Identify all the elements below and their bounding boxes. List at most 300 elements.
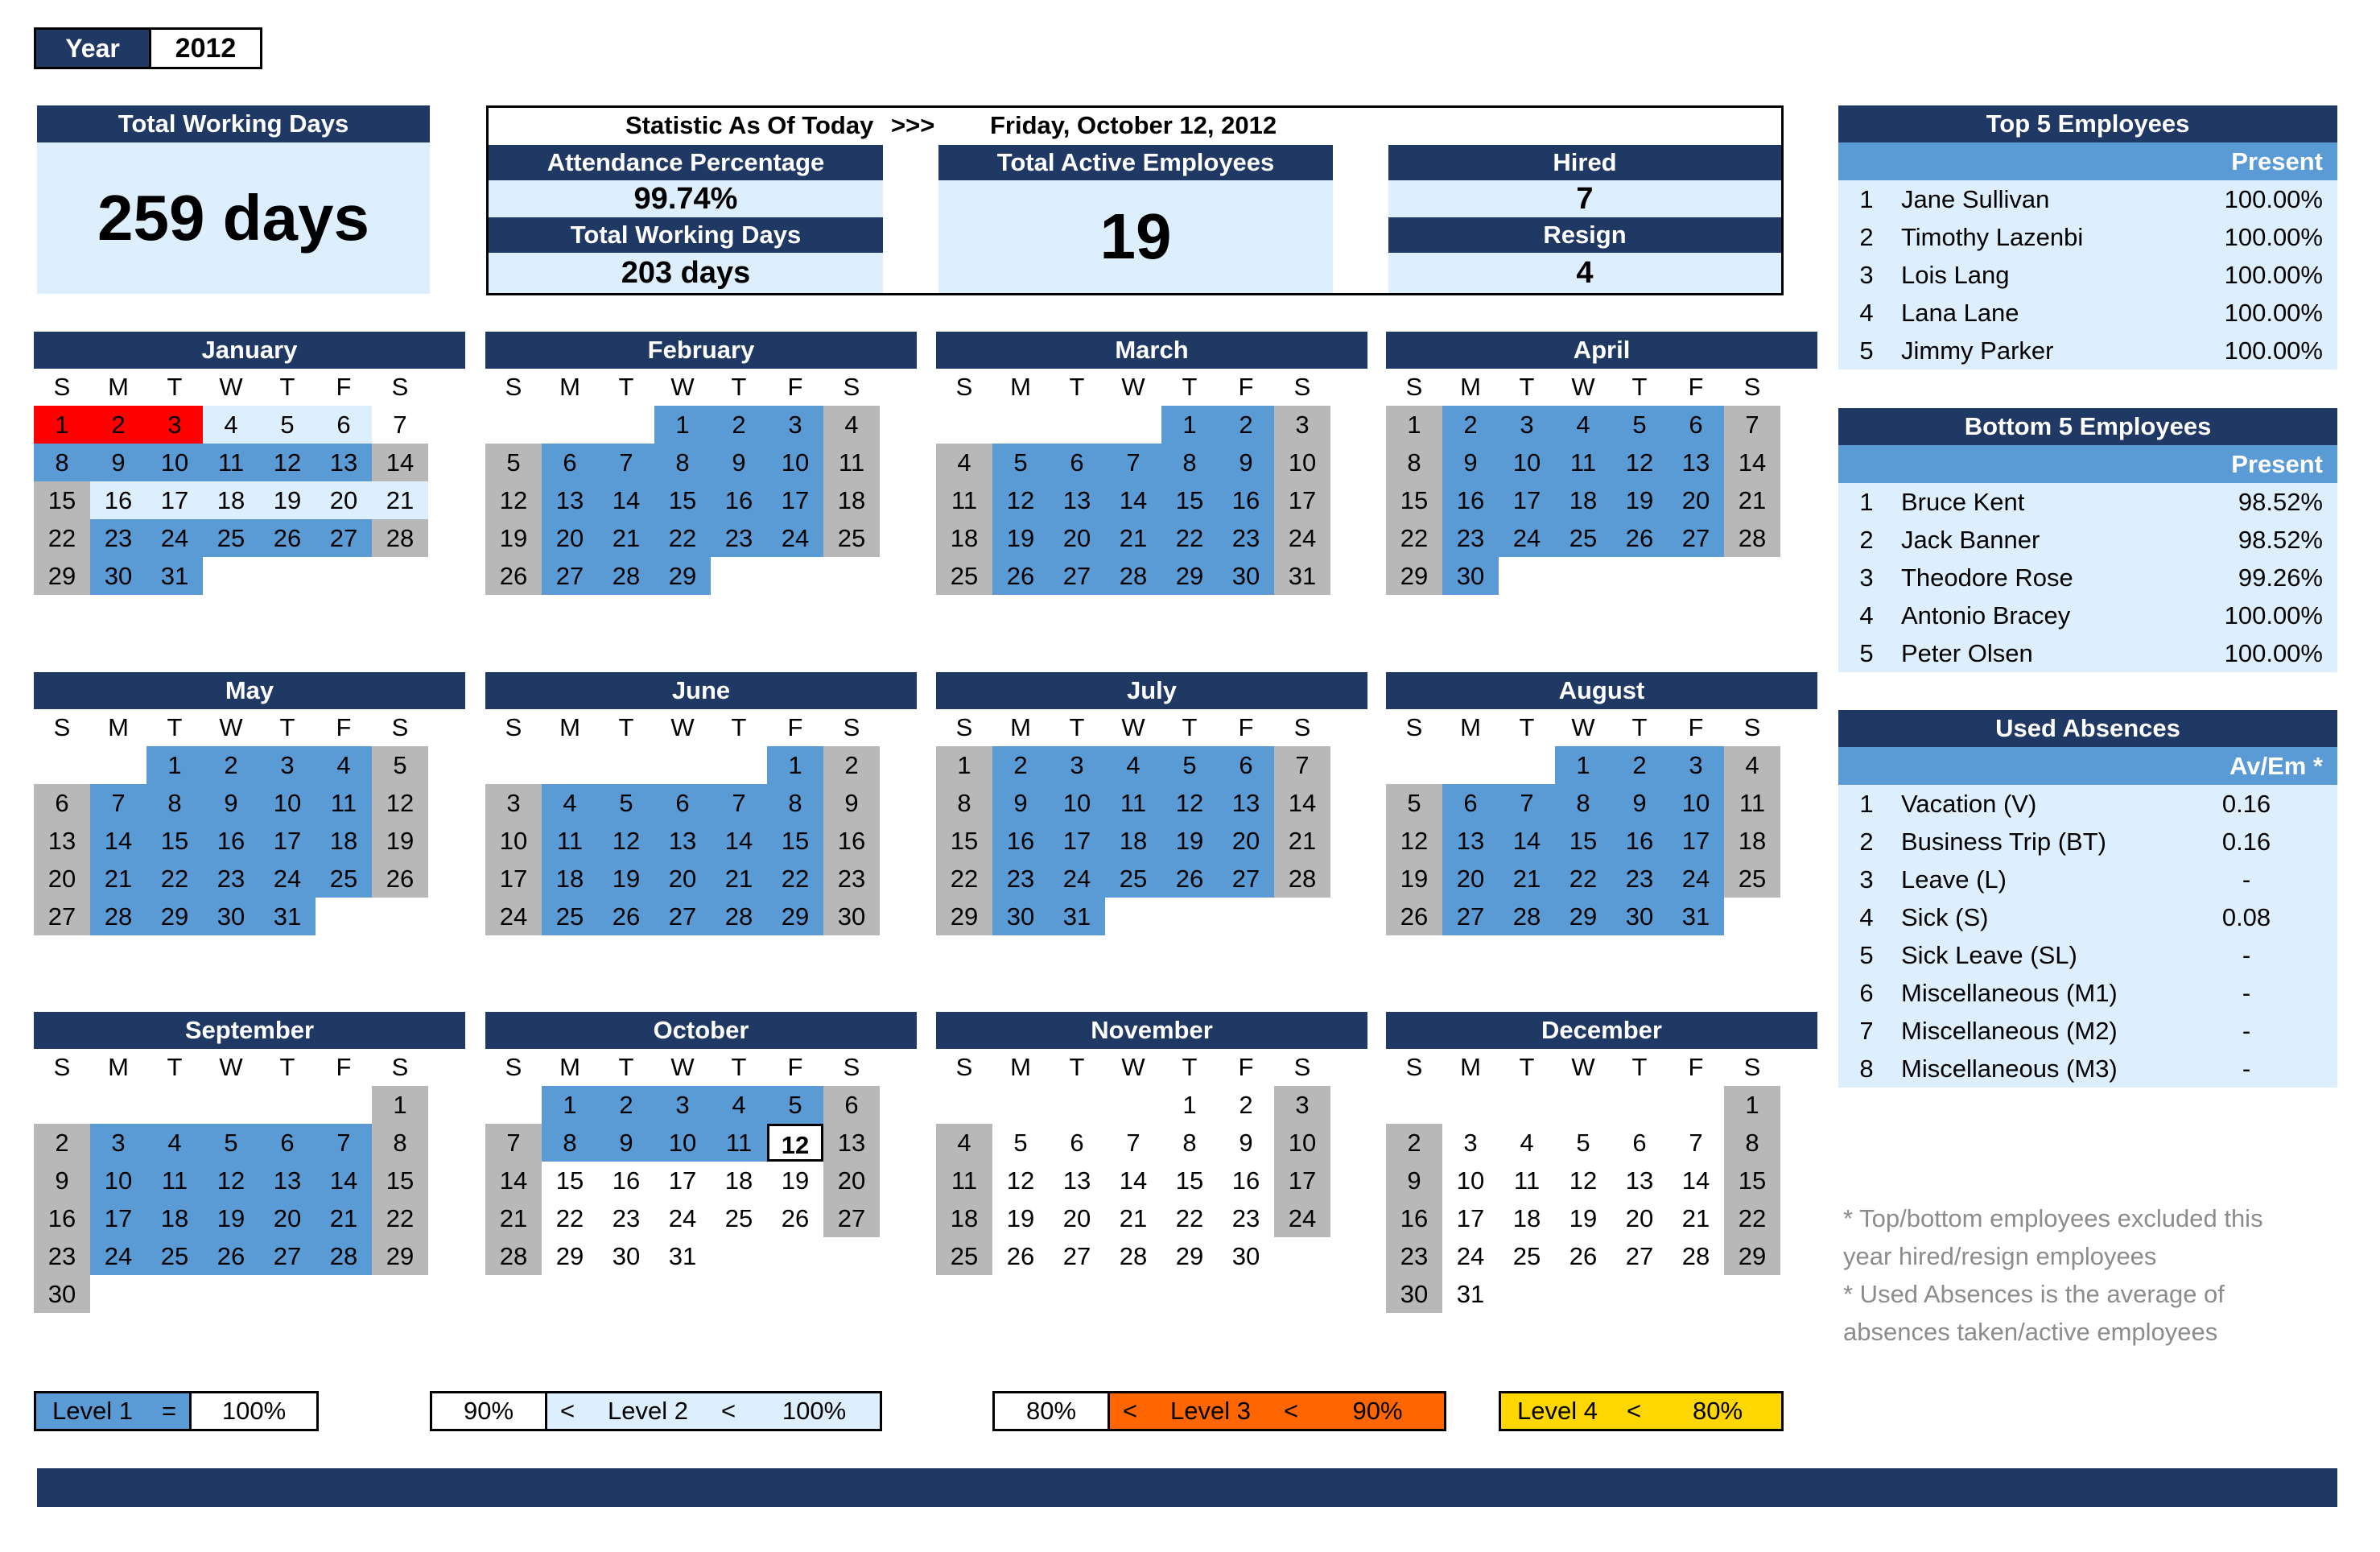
day-cell[interactable]: 23 [711, 519, 767, 557]
day-cell[interactable]: 7 [1499, 784, 1555, 822]
day-cell[interactable]: 9 [34, 1162, 90, 1199]
day-cell[interactable]: 13 [1442, 822, 1499, 860]
day-cell[interactable]: 7 [1126, 1129, 1141, 1157]
day-cell[interactable]: 3 [1463, 1129, 1478, 1157]
day-cell[interactable]: 11 [542, 822, 598, 860]
day-cell[interactable]: 2 [1239, 1091, 1253, 1119]
day-cell[interactable]: 20 [1625, 1204, 1654, 1232]
day-cell[interactable]: 3 [654, 1086, 711, 1124]
day-cell[interactable]: 3 [767, 406, 823, 444]
day-cell[interactable]: 10 [1499, 444, 1555, 481]
day-cell[interactable]: 23 [1442, 519, 1499, 557]
day-cell[interactable]: 17 [90, 1199, 146, 1237]
day-cell[interactable]: 22 [1175, 1204, 1204, 1232]
day-cell[interactable]: 1 [1182, 1091, 1197, 1119]
day-cell[interactable]: 29 [1175, 1242, 1204, 1270]
day-cell[interactable]: 30 [992, 898, 1049, 935]
day-cell[interactable]: 15 [767, 822, 823, 860]
day-cell[interactable]: 27 [259, 1237, 316, 1275]
day-cell[interactable]: 11 [936, 481, 992, 519]
day-cell[interactable]: 6 [1668, 406, 1724, 444]
day-cell[interactable]: 7 [316, 1124, 372, 1162]
day-cell[interactable]: 10 [654, 1124, 711, 1162]
day-cell[interactable]: 12 [259, 444, 316, 481]
day-cell[interactable]: 3 [1499, 406, 1555, 444]
day-cell[interactable]: 11 [1555, 444, 1611, 481]
day-cell[interactable]: 4 [1105, 746, 1161, 784]
day-cell[interactable]: 25 [1555, 519, 1611, 557]
day-cell[interactable]: 18 [1724, 822, 1780, 860]
day-cell[interactable]: 2 [711, 406, 767, 444]
day-cell[interactable]: 8 [1724, 1124, 1780, 1162]
day-cell[interactable]: 26 [372, 860, 428, 898]
day-cell[interactable]: 8 [654, 444, 711, 481]
day-cell[interactable]: 28 [711, 898, 767, 935]
day-cell[interactable]: 7 [711, 784, 767, 822]
day-cell[interactable]: 4 [936, 444, 992, 481]
day-cell[interactable]: 24 [1049, 860, 1105, 898]
day-cell[interactable]: 16 [612, 1166, 641, 1195]
day-cell[interactable]: 8 [1161, 444, 1218, 481]
day-cell[interactable]: 21 [1724, 481, 1780, 519]
day-cell[interactable]: 12 [1611, 444, 1668, 481]
day-cell[interactable]: 31 [1668, 898, 1724, 935]
day-cell[interactable]: 22 [1161, 519, 1218, 557]
day-cell[interactable]: 3 [485, 784, 542, 822]
day-cell[interactable]: 5 [1576, 1129, 1590, 1157]
day-cell[interactable]: 24 [1668, 860, 1724, 898]
day-cell[interactable]: 9 [1386, 1162, 1442, 1199]
day-cell[interactable]: 5 [767, 1086, 823, 1124]
day-cell[interactable]: 6 [1049, 444, 1105, 481]
day-cell[interactable]: 8 [372, 1124, 428, 1162]
day-cell[interactable]: 26 [259, 519, 316, 557]
day-cell[interactable]: 15 [555, 1166, 584, 1195]
day-cell[interactable]: 13 [1668, 444, 1724, 481]
day-cell[interactable]: 4 [823, 406, 880, 444]
day-cell[interactable]: 7 [1689, 1129, 1703, 1157]
day-cell[interactable]: 1 [1386, 406, 1442, 444]
day-cell[interactable]: 22 [555, 1204, 584, 1232]
day-cell[interactable]: 2 [992, 746, 1049, 784]
day-cell[interactable]: 6 [259, 1124, 316, 1162]
day-cell[interactable]: 14 [90, 822, 146, 860]
day-cell[interactable]: 5 [1013, 1129, 1028, 1157]
day-cell[interactable]: 23 [1218, 519, 1274, 557]
day-cell[interactable]: 4 [316, 746, 372, 784]
day-cell[interactable]: 28 [1681, 1242, 1710, 1270]
day-cell[interactable]: 26 [1006, 1242, 1035, 1270]
day-cell[interactable]: 31 [1049, 898, 1105, 935]
day-cell[interactable]: 6 [1218, 746, 1274, 784]
day-cell[interactable]: 10 [1668, 784, 1724, 822]
day-cell[interactable]: 14 [598, 481, 654, 519]
day-cell[interactable]: 20 [654, 860, 711, 898]
day-cell[interactable]: 29 [936, 898, 992, 935]
day-cell[interactable]: 20 [316, 481, 372, 519]
day-cell[interactable]: 22 [1386, 519, 1442, 557]
day-cell[interactable]: 14 [1681, 1166, 1710, 1195]
day-cell[interactable]: 29 [555, 1242, 584, 1270]
day-cell[interactable]: 7 [90, 784, 146, 822]
day-cell[interactable]: 19 [1611, 481, 1668, 519]
day-cell[interactable]: 27 [1062, 1242, 1091, 1270]
day-cell[interactable]: 27 [1049, 557, 1105, 595]
day-cell[interactable]: 19 [598, 860, 654, 898]
day-cell[interactable]: 15 [654, 481, 711, 519]
day-cell[interactable]: 18 [1512, 1204, 1541, 1232]
day-cell[interactable]: 1 [654, 406, 711, 444]
day-cell[interactable]: 11 [316, 784, 372, 822]
day-cell[interactable]: 19 [1569, 1204, 1598, 1232]
day-cell[interactable]: 9 [711, 444, 767, 481]
day-cell[interactable]: 2 [823, 746, 880, 784]
day-cell[interactable]: 27 [1218, 860, 1274, 898]
day-cell[interactable]: 11 [936, 1162, 992, 1199]
day-cell[interactable]: 26 [485, 557, 542, 595]
day-cell[interactable]: 6 [542, 444, 598, 481]
day-cell[interactable]: 17 [1456, 1204, 1485, 1232]
day-cell[interactable]: 1 [1724, 1086, 1780, 1124]
day-cell[interactable]: 13 [259, 1162, 316, 1199]
day-cell[interactable]: 22 [1724, 1199, 1780, 1237]
day-cell[interactable]: 19 [259, 481, 316, 519]
day-cell[interactable]: 20 [1442, 860, 1499, 898]
day-cell[interactable]: 11 [1513, 1166, 1541, 1195]
day-cell[interactable]: 11 [1105, 784, 1161, 822]
day-cell[interactable]: 5 [1611, 406, 1668, 444]
day-cell[interactable]: 9 [992, 784, 1049, 822]
day-cell[interactable]: 17 [668, 1166, 697, 1195]
day-cell[interactable]: 24 [668, 1204, 697, 1232]
day-cell[interactable]: 10 [1049, 784, 1105, 822]
day-cell[interactable]: 24 [485, 898, 542, 935]
day-cell[interactable]: 17 [767, 481, 823, 519]
day-cell[interactable]: 2 [203, 746, 259, 784]
day-cell[interactable]: 16 [711, 481, 767, 519]
day-cell[interactable]: 16 [992, 822, 1049, 860]
day-cell[interactable]: 27 [542, 557, 598, 595]
day-cell[interactable]: 3 [259, 746, 316, 784]
day-cell[interactable]: 5 [1386, 784, 1442, 822]
day-cell[interactable]: 26 [1161, 860, 1218, 898]
day-cell[interactable]: 28 [1724, 519, 1780, 557]
day-cell[interactable]: 1 [767, 746, 823, 784]
day-cell[interactable]: 23 [823, 860, 880, 898]
day-cell[interactable]: 4 [203, 406, 259, 444]
day-cell[interactable]: 19 [485, 519, 542, 557]
day-cell[interactable]: 10 [146, 444, 203, 481]
day-cell[interactable]: 19 [1386, 860, 1442, 898]
day-cell[interactable]: 26 [1386, 898, 1442, 935]
day-cell[interactable]: 12 [203, 1162, 259, 1199]
day-cell[interactable]: 1 [34, 406, 90, 444]
day-cell[interactable]: 9 [1239, 1129, 1253, 1157]
day-cell[interactable]: 11 [1724, 784, 1780, 822]
day-cell[interactable]: 6 [1632, 1129, 1647, 1157]
day-cell[interactable]: 2 [1218, 406, 1274, 444]
day-cell[interactable]: 2 [1442, 406, 1499, 444]
day-cell[interactable]: 27 [654, 898, 711, 935]
day-cell[interactable]: 7 [1724, 406, 1780, 444]
day-cell[interactable]: 24 [1456, 1242, 1485, 1270]
day-cell[interactable]: 29 [654, 557, 711, 595]
day-cell[interactable]: 27 [1625, 1242, 1654, 1270]
day-cell[interactable]: 8 [767, 784, 823, 822]
day-cell[interactable]: 13 [823, 1124, 880, 1162]
day-cell[interactable]: 29 [372, 1237, 428, 1275]
day-cell[interactable]: 21 [1119, 1204, 1148, 1232]
day-cell[interactable]: 6 [34, 784, 90, 822]
day-cell[interactable]: 31 [259, 898, 316, 935]
day-cell[interactable]: 12 [1569, 1166, 1598, 1195]
day-cell[interactable]: 18 [936, 519, 992, 557]
day-cell[interactable]: 22 [372, 1199, 428, 1237]
day-cell[interactable]: 18 [936, 1199, 992, 1237]
day-cell[interactable]: 8 [34, 444, 90, 481]
day-cell[interactable]: 17 [1274, 1162, 1330, 1199]
day-cell[interactable]: 8 [1386, 444, 1442, 481]
day-cell[interactable]: 20 [542, 519, 598, 557]
day-cell[interactable]: 20 [34, 860, 90, 898]
day-cell[interactable]: 29 [1386, 557, 1442, 595]
day-cell[interactable]: 13 [654, 822, 711, 860]
day-cell[interactable]: 21 [485, 1199, 542, 1237]
day-cell[interactable]: 21 [1105, 519, 1161, 557]
day-cell[interactable]: 30 [90, 557, 146, 595]
day-cell[interactable]: 29 [1161, 557, 1218, 595]
day-cell[interactable]: 11 [823, 444, 880, 481]
day-cell[interactable]: 6 [823, 1086, 880, 1124]
day-cell[interactable]: 13 [542, 481, 598, 519]
day-cell[interactable]: 19 [992, 519, 1049, 557]
day-cell[interactable]: 15 [1161, 481, 1218, 519]
day-cell[interactable]: 3 [1049, 746, 1105, 784]
day-cell[interactable]: 18 [823, 481, 880, 519]
day-cell[interactable]: 19 [1006, 1204, 1035, 1232]
day-cell[interactable]: 27 [34, 898, 90, 935]
day-cell[interactable]: 11 [146, 1162, 203, 1199]
day-cell[interactable]: 4 [936, 1124, 992, 1162]
day-cell[interactable]: 16 [1442, 481, 1499, 519]
day-cell[interactable]: 3 [146, 406, 203, 444]
day-cell[interactable]: 10 [485, 822, 542, 860]
day-cell[interactable]: 13 [1049, 481, 1105, 519]
day-cell[interactable]: 10 [1274, 1124, 1330, 1162]
day-cell[interactable]: 28 [90, 898, 146, 935]
day-cell[interactable]: 23 [992, 860, 1049, 898]
day-cell[interactable]: 23 [1611, 860, 1668, 898]
day-cell[interactable]: 5 [1161, 746, 1218, 784]
day-cell[interactable]: 18 [146, 1199, 203, 1237]
day-cell[interactable]: 21 [316, 1199, 372, 1237]
day-cell[interactable]: 8 [1555, 784, 1611, 822]
day-cell[interactable]: 13 [1218, 784, 1274, 822]
day-cell[interactable]: 15 [1175, 1166, 1204, 1195]
day-cell[interactable]: 15 [146, 822, 203, 860]
day-cell[interactable]: 27 [1442, 898, 1499, 935]
day-cell[interactable]: 7 [1274, 746, 1330, 784]
day-cell[interactable]: 25 [1512, 1242, 1541, 1270]
day-cell[interactable]: 18 [542, 860, 598, 898]
day-cell[interactable]: 27 [316, 519, 372, 557]
day-cell[interactable]: 25 [936, 1237, 992, 1275]
day-cell[interactable]: 1 [1161, 406, 1218, 444]
day-cell[interactable]: 17 [259, 822, 316, 860]
day-cell[interactable]: 13 [1062, 1166, 1091, 1195]
day-cell[interactable]: 24 [767, 519, 823, 557]
day-cell[interactable]: 6 [316, 406, 372, 444]
day-cell[interactable]: 18 [203, 481, 259, 519]
day-cell[interactable]: 23 [1231, 1204, 1260, 1232]
day-cell[interactable]: 28 [372, 519, 428, 557]
day-cell[interactable]: 18 [1555, 481, 1611, 519]
day-cell[interactable]: 11 [711, 1124, 767, 1162]
day-cell[interactable]: 28 [598, 557, 654, 595]
day-cell[interactable]: 10 [767, 444, 823, 481]
day-cell[interactable]: 29 [767, 898, 823, 935]
day-cell[interactable]: 15 [1724, 1162, 1780, 1199]
day-cell[interactable]: 25 [146, 1237, 203, 1275]
day-cell[interactable]: 2 [1386, 1124, 1442, 1162]
day-cell[interactable]: 2 [598, 1086, 654, 1124]
day-cell[interactable]: 28 [485, 1237, 542, 1275]
day-cell[interactable]: 9 [1442, 444, 1499, 481]
day-cell[interactable]: 24 [146, 519, 203, 557]
day-cell[interactable]: 1 [372, 1086, 428, 1124]
day-cell[interactable]: 8 [936, 784, 992, 822]
day-cell[interactable]: 15 [34, 481, 90, 519]
day-cell[interactable]: 16 [1386, 1199, 1442, 1237]
day-cell[interactable]: 10 [1456, 1166, 1485, 1195]
day-cell[interactable]: 21 [598, 519, 654, 557]
day-cell[interactable]: 20 [823, 1162, 880, 1199]
day-cell[interactable]: 24 [1274, 519, 1330, 557]
day-cell[interactable]: 9 [598, 1124, 654, 1162]
day-cell[interactable]: 21 [90, 860, 146, 898]
day-cell[interactable]: 22 [654, 519, 711, 557]
day-cell[interactable]: 17 [1049, 822, 1105, 860]
day-cell[interactable]: 22 [936, 860, 992, 898]
day-cell[interactable]: 26 [1611, 519, 1668, 557]
year-value[interactable]: 2012 [175, 32, 237, 64]
day-cell[interactable]: 22 [767, 860, 823, 898]
day-cell[interactable]: 14 [1274, 784, 1330, 822]
day-cell[interactable]: 31 [146, 557, 203, 595]
day-cell[interactable]: 23 [612, 1204, 641, 1232]
day-cell[interactable]: 5 [598, 784, 654, 822]
day-cell[interactable]: 16 [34, 1199, 90, 1237]
day-cell[interactable]: 5 [485, 444, 542, 481]
day-cell[interactable]: 25 [724, 1204, 753, 1232]
day-cell[interactable]: 13 [1625, 1166, 1654, 1195]
day-cell[interactable]: 22 [34, 519, 90, 557]
day-cell[interactable]: 16 [90, 481, 146, 519]
day-cell[interactable]: 8 [1182, 1129, 1197, 1157]
day-cell[interactable]: 28 [1499, 898, 1555, 935]
day-cell[interactable]: 21 [1499, 860, 1555, 898]
day-cell[interactable]: 21 [372, 481, 428, 519]
day-cell[interactable]: 12 [372, 784, 428, 822]
day-cell[interactable]: 16 [1218, 481, 1274, 519]
day-cell[interactable]: 11 [203, 444, 259, 481]
day-cell[interactable]: 16 [203, 822, 259, 860]
day-cell[interactable]: 12 [485, 481, 542, 519]
today-cell[interactable]: 12 [767, 1124, 823, 1162]
day-cell[interactable]: 7 [393, 411, 407, 439]
day-cell[interactable]: 31 [668, 1242, 697, 1270]
day-cell[interactable]: 30 [203, 898, 259, 935]
day-cell[interactable]: 12 [598, 822, 654, 860]
day-cell[interactable]: 4 [1724, 746, 1780, 784]
day-cell[interactable]: 10 [1274, 444, 1330, 481]
day-cell[interactable]: 31 [1456, 1280, 1485, 1308]
day-cell[interactable]: 6 [654, 784, 711, 822]
day-cell[interactable]: 28 [1105, 557, 1161, 595]
day-cell[interactable]: 25 [1105, 860, 1161, 898]
day-cell[interactable]: 23 [34, 1237, 90, 1275]
day-cell[interactable]: 10 [90, 1162, 146, 1199]
day-cell[interactable]: 14 [711, 822, 767, 860]
day-cell[interactable]: 20 [1062, 1204, 1091, 1232]
day-cell[interactable]: 29 [1724, 1237, 1780, 1275]
day-cell[interactable]: 26 [992, 557, 1049, 595]
day-cell[interactable]: 16 [823, 822, 880, 860]
day-cell[interactable]: 29 [146, 898, 203, 935]
day-cell[interactable]: 8 [146, 784, 203, 822]
day-cell[interactable]: 5 [372, 746, 428, 784]
day-cell[interactable]: 15 [1386, 481, 1442, 519]
day-cell[interactable]: 18 [1105, 822, 1161, 860]
day-cell[interactable]: 7 [485, 1124, 542, 1162]
day-cell[interactable]: 9 [203, 784, 259, 822]
day-cell[interactable]: 14 [372, 444, 428, 481]
day-cell[interactable]: 2 [1611, 746, 1668, 784]
day-cell[interactable]: 25 [936, 557, 992, 595]
day-cell[interactable]: 4 [542, 784, 598, 822]
day-cell[interactable]: 24 [259, 860, 316, 898]
day-cell[interactable]: 1 [1555, 746, 1611, 784]
day-cell[interactable]: 30 [612, 1242, 641, 1270]
day-cell[interactable]: 12 [1006, 1166, 1035, 1195]
day-cell[interactable]: 10 [259, 784, 316, 822]
day-cell[interactable]: 30 [1231, 1242, 1260, 1270]
day-cell[interactable]: 7 [1105, 444, 1161, 481]
day-cell[interactable]: 25 [203, 519, 259, 557]
day-cell[interactable]: 31 [1274, 557, 1330, 595]
day-cell[interactable]: 1 [542, 1086, 598, 1124]
day-cell[interactable]: 15 [1555, 822, 1611, 860]
day-cell[interactable]: 25 [542, 898, 598, 935]
day-cell[interactable]: 15 [372, 1162, 428, 1199]
day-cell[interactable]: 3 [90, 1124, 146, 1162]
day-cell[interactable]: 19 [781, 1166, 810, 1195]
day-cell[interactable]: 21 [711, 860, 767, 898]
day-cell[interactable]: 23 [1386, 1237, 1442, 1275]
day-cell[interactable]: 13 [34, 822, 90, 860]
day-cell[interactable]: 5 [992, 444, 1049, 481]
day-cell[interactable]: 14 [1499, 822, 1555, 860]
day-cell[interactable]: 25 [1724, 860, 1780, 898]
day-cell[interactable]: 1 [146, 746, 203, 784]
day-cell[interactable]: 2 [34, 1124, 90, 1162]
day-cell[interactable]: 9 [1218, 444, 1274, 481]
day-cell[interactable]: 26 [598, 898, 654, 935]
day-cell[interactable]: 5 [259, 406, 316, 444]
day-cell[interactable]: 27 [823, 1199, 880, 1237]
day-cell[interactable]: 22 [146, 860, 203, 898]
day-cell[interactable]: 30 [823, 898, 880, 935]
